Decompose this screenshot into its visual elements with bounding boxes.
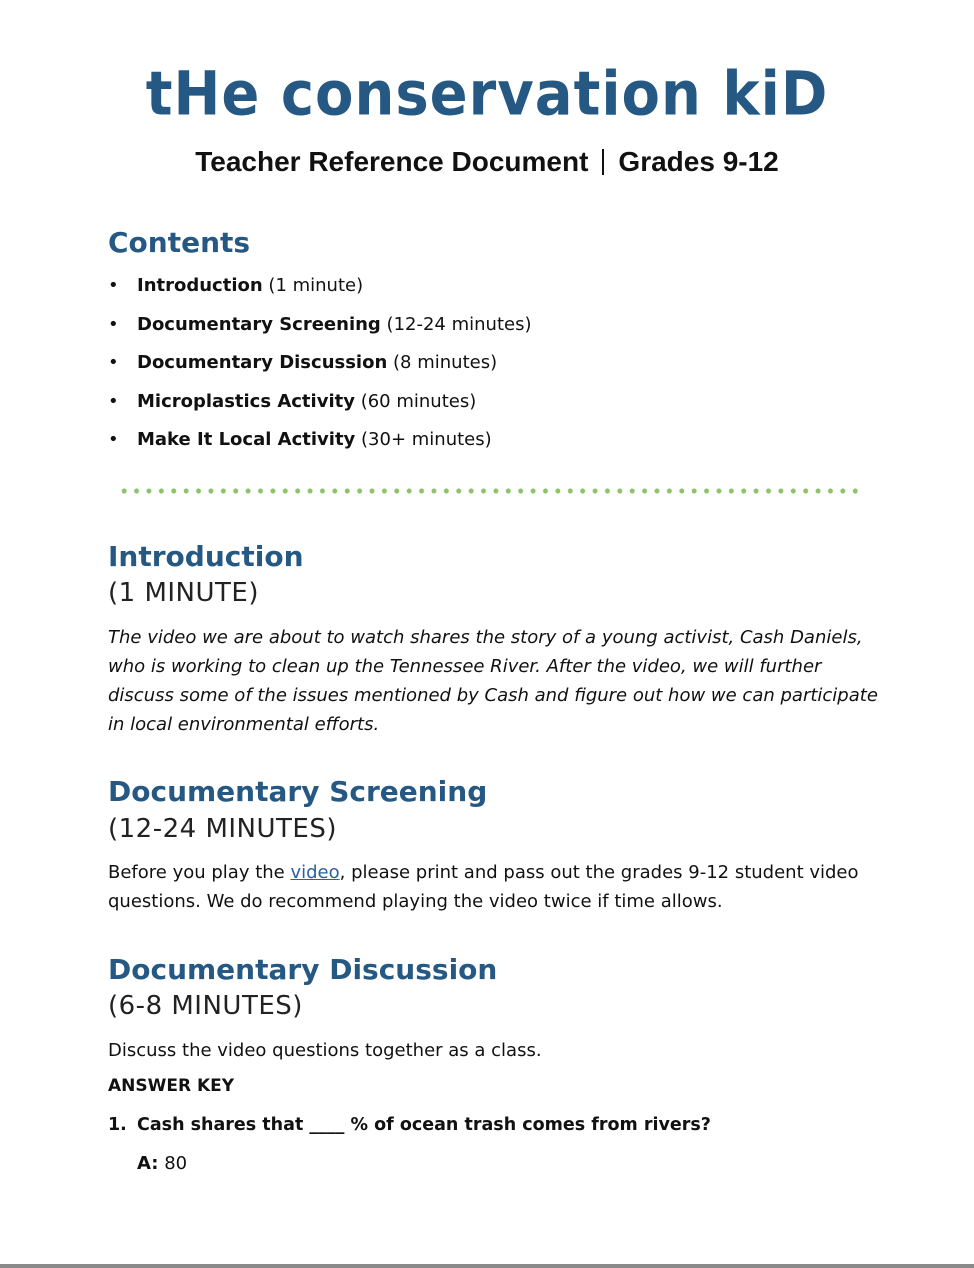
screening-body-end: , please print and pass out the grades 9-12 student video questions. We do recommend playing the video twice if time allows. — [108, 862, 859, 912]
document-subtitle — [0, 146, 974, 178]
discussion-duration: (6-8 MINUTES) — [108, 991, 303, 1021]
introduction-heading: Introduction — [108, 540, 304, 573]
bullet-icon: • — [108, 313, 119, 335]
page-bottom-rule — [0, 1264, 974, 1268]
contents-item-duration: (30+ minutes) — [361, 429, 492, 451]
contents-item-duration: (8 minutes) — [393, 352, 498, 374]
subtitle-divider — [602, 149, 604, 175]
contents-item-duration: (12-24 minutes) — [386, 313, 532, 335]
contents-item-duration: (1 minute) — [268, 275, 364, 296]
contents-item-label: Microplastics Activity — [137, 390, 355, 412]
bullet-icon: • — [108, 275, 119, 296]
contents-item-label: Documentary Screening — [137, 313, 381, 335]
contents-item-label: Make It Local Activity — [137, 429, 356, 451]
question-text: Cash shares that ____ % of ocean trash comes from rivers? — [137, 1115, 711, 1135]
contents-item — [108, 272, 868, 311]
video-link[interactable]: video — [290, 862, 340, 883]
contents-item — [108, 349, 868, 388]
grades-label: Grades 9-12 — [618, 146, 779, 177]
contents-item — [108, 311, 868, 350]
bullet-icon: • — [108, 429, 119, 451]
screening-heading: Documentary Screening — [108, 775, 488, 808]
contents-heading: Contents — [108, 226, 251, 259]
discussion-heading: Documentary Discussion — [108, 953, 498, 986]
contents-item-duration: (60 minutes) — [360, 390, 477, 412]
answer-value: 80 — [158, 1153, 188, 1174]
answer-key-heading: ANSWER KEY — [108, 1076, 235, 1096]
answer-label: A: — [137, 1153, 159, 1174]
question-item — [108, 1115, 711, 1135]
contents-item — [108, 426, 868, 465]
dotted-divider — [118, 487, 858, 495]
bullet-icon: • — [108, 390, 119, 412]
contents-item-label: Introduction — [137, 275, 263, 296]
introduction-body: The video we are about to watch shares the story of a young activist, Cash Daniels, who is working to clean up the Tennessee River. After the video, we will further discuss some of the issues mentioned by Cash and figure out how we can participate in local environmental efforts. — [108, 627, 878, 735]
introduction-duration: (1 MINUTE) — [108, 578, 259, 608]
screening-duration: (12-24 MINUTES) — [108, 814, 337, 844]
screening-body — [108, 858, 878, 916]
contents-list — [108, 272, 868, 465]
screening-body-start: Before you play the — [108, 862, 291, 883]
doc-type: Teacher Reference Document — [195, 146, 589, 177]
contents-item-label: Documentary Discussion — [137, 352, 388, 374]
logo-title: tHe conservation kiD — [145, 59, 829, 130]
contents-item — [108, 388, 868, 427]
discussion-body: Discuss the video questions together as a class. — [108, 1040, 542, 1061]
bullet-icon: • — [108, 352, 119, 374]
answer-item — [137, 1153, 187, 1174]
question-number: 1. — [108, 1115, 127, 1135]
